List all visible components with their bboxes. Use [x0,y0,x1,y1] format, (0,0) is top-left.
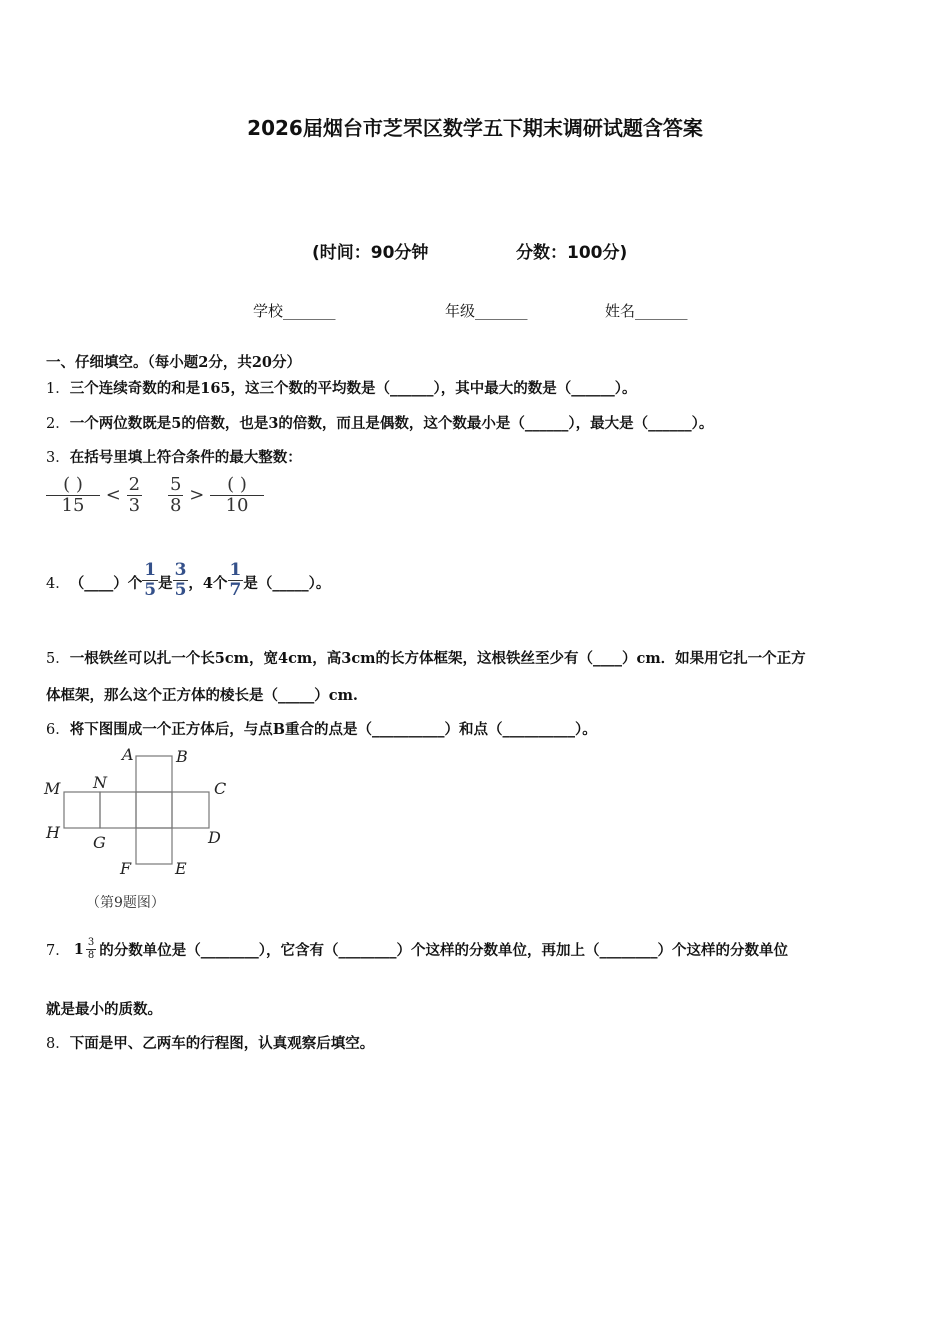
question-1 [46,377,637,398]
question-text: 三个连续奇数的和是165，这三个数的平均数是（______），其中最大的数是（______）。 [69,380,637,397]
question-2 [46,412,713,433]
section-heading: 一、仔细填空。（每小题2分，共20分） [46,354,302,371]
question-5-cont: 体框架，那么这个正方体的棱长是（_____）cm. [46,687,358,704]
question-text: 一根铁丝可以扎一个长5cm，宽4cm，高3cm的长方体框架，这根铁丝至少有（____）cm．如果用它扎一个正方 [69,650,806,667]
question-8 [46,1032,374,1053]
label-F: F [120,859,132,878]
net-square [136,792,172,828]
figure-caption: （第9题图） [86,895,165,911]
score-label: 分数：100分) [516,243,628,263]
question-number: 2． [46,416,70,432]
grade-field: 年级_______ [445,302,528,320]
net-square [100,792,136,828]
time-label: (时间：90分钟 [312,243,429,263]
net-square [136,756,172,792]
school-field: 学校_______ [253,302,336,320]
question-number: 6． [46,722,70,738]
net-square [64,792,100,828]
label-C: C [214,779,227,798]
label-B: B [176,747,188,766]
question-number: 1． [46,381,70,397]
label-A: A [122,745,134,764]
label-G: G [93,833,106,852]
fraction: $\frac{( )}{10}$ [210,476,264,515]
fraction: $\frac{( )}{15}$ [46,476,100,515]
fraction: $\frac{2}{3}$ [128,474,141,516]
fraction: $\frac{3}{8}$ [87,937,95,961]
question-4: 4． （____）个 $\frac{1}{5}$ 是 $\frac{3}{5}$ ，4个 $\frac{1}{7}$ 是（_____）。 [46,560,331,600]
question-number: 4． [46,576,70,592]
question-text: 将下图围成一个正方体后，与点B重合的点是（__________）和点（__________）。 [69,721,597,738]
question-3 [46,446,302,467]
cube-net-figure [40,742,240,917]
question-number: 8． [46,1036,70,1052]
name-field: 姓名_______ [605,302,688,320]
fraction: $\frac{1}{7}$ [229,560,242,600]
question-7-cont: 就是最小的质数。 [46,1001,162,1018]
label-E: E [175,859,187,878]
question-text: 下面是甲、乙两车的行程图，认真观察后填空。 [69,1035,375,1052]
inequality-1: $\frac{( )}{15}$ < $\frac{2}{3}$ [46,476,142,515]
question-7: 7． 1 $\frac{3}{8}$ 的分数单位是（________），它含有（________）个这样的分数单位，再加上（________）个这样的分数单位 [46,937,788,961]
question-text: 在括号里填上符合条件的最大整数： [69,449,302,466]
question-text: 的分数单位是（________），它含有（________）个这样的分数单位，再加上（________）个这样的分数单位 [99,942,788,959]
question-number: 7． [46,943,70,959]
fraction: $\frac{5}{8}$ [170,474,182,516]
document-title: 2026届烟台市芝罘区数学五下期末调研试题含答案 [247,116,703,140]
question-number: 3． [46,450,70,466]
fraction: $\frac{3}{5}$ [174,560,187,600]
question-number: 5． [46,651,70,667]
label-M: M [44,779,61,798]
net-square [172,792,209,828]
label-N: N [93,773,107,792]
question-text: 一个两位数既是5的倍数，也是3的倍数，而且是偶数，这个数最小是（______），最大是（______）。 [69,415,714,432]
label-D: D [208,828,221,847]
fraction: $\frac{1}{5}$ [144,560,157,600]
inequality-2: $\frac{5}{8}$ > $\frac{( )}{10}$ [168,476,264,515]
question-6 [46,718,597,739]
question-5 [46,647,806,668]
label-H: H [46,823,60,842]
net-square [136,828,172,864]
